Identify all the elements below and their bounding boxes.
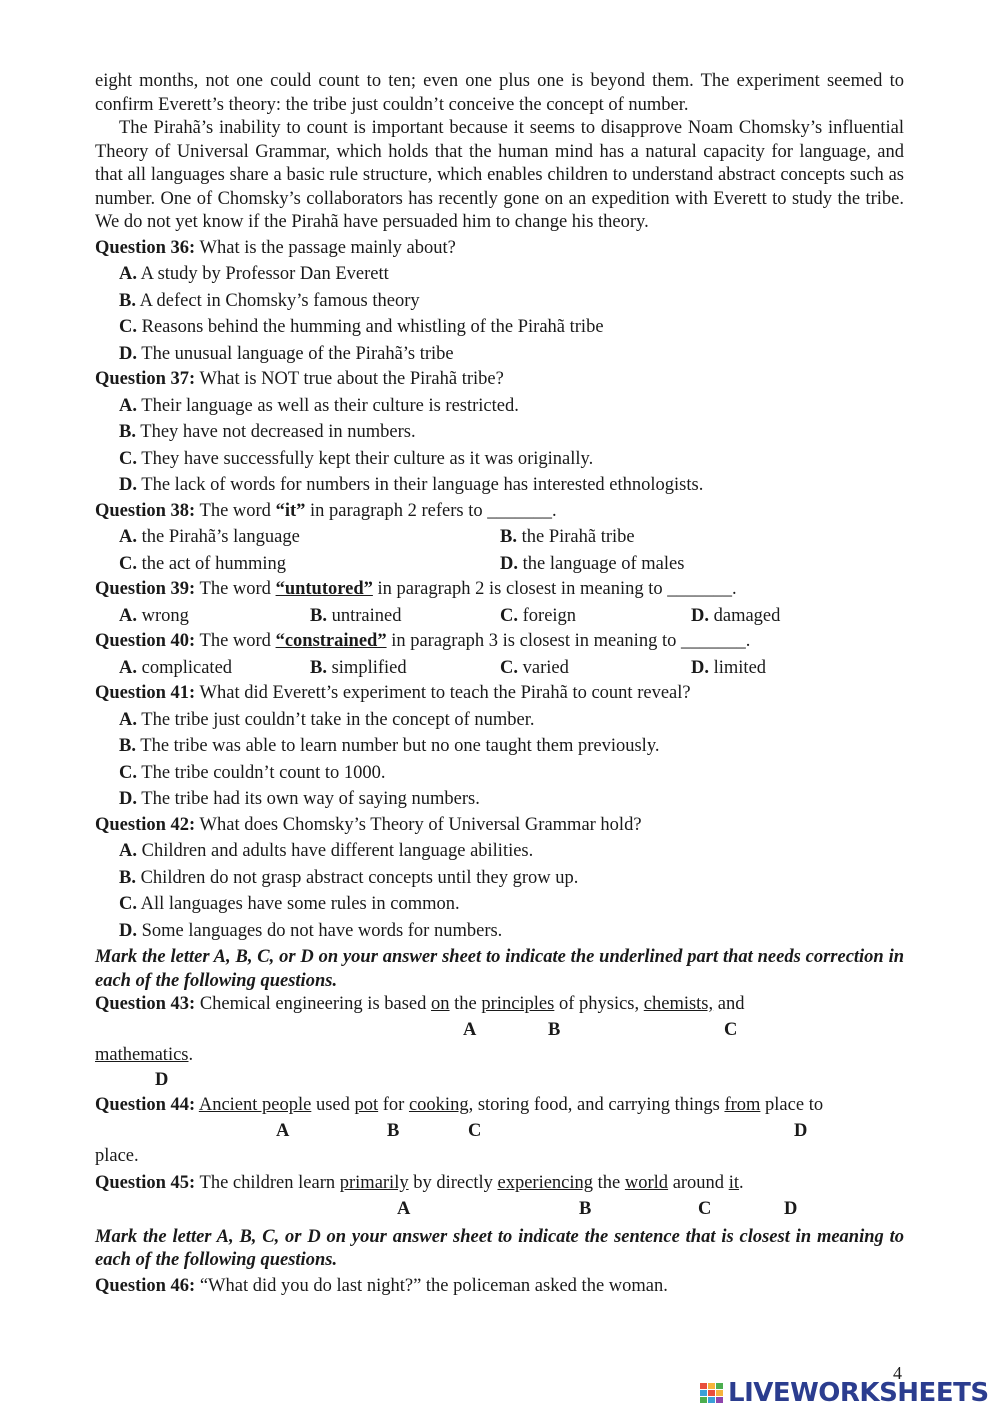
options-row	[119, 657, 904, 681]
letter-a: A	[397, 1198, 411, 1219]
option-c[interactable]: C. All languages have some rules in common.	[119, 894, 460, 914]
option-c[interactable]: C. the act of humming	[119, 553, 286, 574]
option-c[interactable]: C. Reasons behind the humming and whistling of the Pirahã tribe	[119, 317, 604, 337]
underlined-part-d[interactable]: from	[724, 1095, 761, 1115]
worksheet-page	[95, 70, 904, 1298]
letter-c: C	[698, 1198, 712, 1219]
option-d[interactable]: D. the language of males	[500, 553, 685, 574]
option-b[interactable]: B. the Pirahã tribe	[500, 527, 635, 547]
option-b[interactable]: B. Children do not grasp abstract concepts until they grow up.	[119, 867, 579, 888]
question-41: Question 41: What did Everett’s experiment to teach the Pirahã to count reveal?	[95, 683, 691, 703]
option-a[interactable]: A. wrong	[119, 605, 189, 626]
question-46: Question 46: “What did you do last night?” the policeman asked the woman.	[95, 1275, 668, 1296]
option-a[interactable]: A. Children and adults have different language abilities.	[119, 841, 534, 861]
question-44-continued: place.	[95, 1145, 139, 1166]
passage-paragraph: The Pirahã’s inability to count is important because it seems to disapprove Noam Chomsky’s influential Theory of Universal Grammar, which holds that the human mind has a natural capacity for language, and that all languages share a basic rule structure, which enables children to understand abstract concepts such as number. One of Chomsky’s collaborators has recently gone on an expedition with Everett to study the tribe. We do not yet know if the Pirahã have persuaded him to change his theory.	[95, 118, 904, 232]
option-c[interactable]: C. They have successfully kept their culture as it was originally.	[119, 448, 594, 469]
underlined-part-c[interactable]: chemists,	[643, 994, 714, 1014]
option-b[interactable]: B. untrained	[310, 605, 402, 626]
question-44: Question 44: Ancient people used pot for cooking, storing food, and carrying things from place to	[95, 1095, 824, 1115]
question-37: Question 37: What is NOT true about the Pirahã tribe?	[95, 369, 504, 389]
underlined-part-b[interactable]: experiencing	[497, 1173, 594, 1193]
underlined-part-c[interactable]: world	[624, 1173, 669, 1193]
option-b[interactable]: B. simplified	[310, 657, 407, 678]
letter-c: C	[724, 1019, 738, 1040]
question-38: Question 38: The word “it” in paragraph 2 refers to _______.	[95, 500, 557, 521]
answer-letters	[95, 1067, 904, 1094]
question-43: Question 43: Chemical engineering is based on the principles of physics, chemists, and	[95, 994, 745, 1014]
logo-grid-icon	[700, 1383, 724, 1405]
section-instruction: Mark the letter A, B, C, or D on your answer sheet to indicate the underlined part that needs correction in each of the following questions.	[95, 947, 904, 991]
section-instruction: Mark the letter A, B, C, or D on your answer sheet to indicate the sentence that is closest in meaning to each of the following questions.	[95, 1226, 904, 1270]
question-43-continued: mathematics.	[95, 1044, 194, 1065]
letter-b: B	[579, 1198, 592, 1219]
letter-a: A	[276, 1120, 290, 1141]
options-row	[119, 553, 904, 577]
answer-letters	[95, 1196, 904, 1223]
question-40: Question 40: The word “constrained” in paragraph 3 is closest in meaning to _______.	[95, 631, 751, 651]
question-39: Question 39: The word “untutored” in paragraph 2 is closest in meaning to _______.	[95, 579, 737, 599]
option-d[interactable]: D. The lack of words for numbers in their language has interested ethnologists.	[119, 475, 704, 495]
underlined-part-d[interactable]: it	[728, 1173, 739, 1193]
option-d[interactable]: D. The unusual language of the Pirahã’s tribe	[119, 343, 454, 364]
question-45: Question 45: The children learn primarily by directly experiencing the world around it.	[95, 1173, 744, 1193]
option-a[interactable]: A. The tribe just couldn’t take in the concept of number.	[119, 709, 535, 730]
answer-letters	[95, 1118, 904, 1145]
option-d[interactable]: D. limited	[691, 657, 767, 678]
letter-a: A	[463, 1019, 477, 1040]
page-number: 4	[893, 1363, 902, 1383]
options-row	[119, 605, 904, 629]
underlined-part-d[interactable]: mathematics	[95, 1044, 189, 1065]
option-d[interactable]: D. Some languages do not have words for numbers.	[119, 920, 503, 941]
letter-c: C	[468, 1120, 482, 1141]
option-b[interactable]: B. The tribe was able to learn number but no one taught them previously.	[119, 736, 660, 756]
letter-b: B	[387, 1120, 400, 1141]
option-d[interactable]: D. damaged	[691, 605, 781, 626]
question-42: Question 42: What does Chomsky’s Theory of Universal Grammar hold?	[95, 814, 642, 835]
passage-paragraph: eight months, not one could count to ten; even one plus one is beyond them. The experiment seemed to confirm Everett’s theory: the tribe just couldn’t conceive the concept of number.	[95, 71, 904, 115]
option-a[interactable]: A. Their language as well as their culture is restricted.	[119, 395, 519, 416]
option-a[interactable]: A. the Pirahã’s language	[119, 527, 300, 547]
option-a[interactable]: A. A study by Professor Dan Everett	[119, 264, 389, 284]
letter-b: B	[548, 1019, 561, 1040]
question-36: Question 36: What is the passage mainly about?	[95, 237, 456, 258]
underlined-part-b[interactable]: principles	[481, 994, 555, 1014]
option-b[interactable]: B. They have not decreased in numbers.	[119, 422, 416, 442]
option-a[interactable]: A. complicated	[119, 657, 233, 678]
option-b[interactable]: B. A defect in Chomsky’s famous theory	[119, 290, 420, 311]
underlined-part-a[interactable]: on	[431, 994, 450, 1014]
underlined-part-a[interactable]: Ancient people	[198, 1095, 312, 1115]
answer-letters	[95, 1017, 904, 1044]
letter-d: D	[794, 1120, 808, 1141]
options-row	[119, 526, 904, 550]
option-c[interactable]: C. The tribe couldn’t count to 1000.	[119, 762, 386, 783]
liveworksheets-logo	[700, 1380, 989, 1408]
option-c[interactable]: C. varied	[500, 657, 569, 678]
underlined-part-b[interactable]: pot	[354, 1095, 379, 1115]
option-c[interactable]: C. foreign	[500, 605, 577, 626]
letter-d: D	[784, 1198, 798, 1219]
underlined-part-a[interactable]: primarily	[339, 1173, 409, 1193]
option-d[interactable]: D. The tribe had its own way of saying numbers.	[119, 789, 480, 809]
logo-wordmark: LIVEWORKSHEETS	[728, 1378, 989, 1409]
letter-d: D	[155, 1070, 169, 1090]
underlined-part-c[interactable]: cooking,	[408, 1095, 474, 1115]
